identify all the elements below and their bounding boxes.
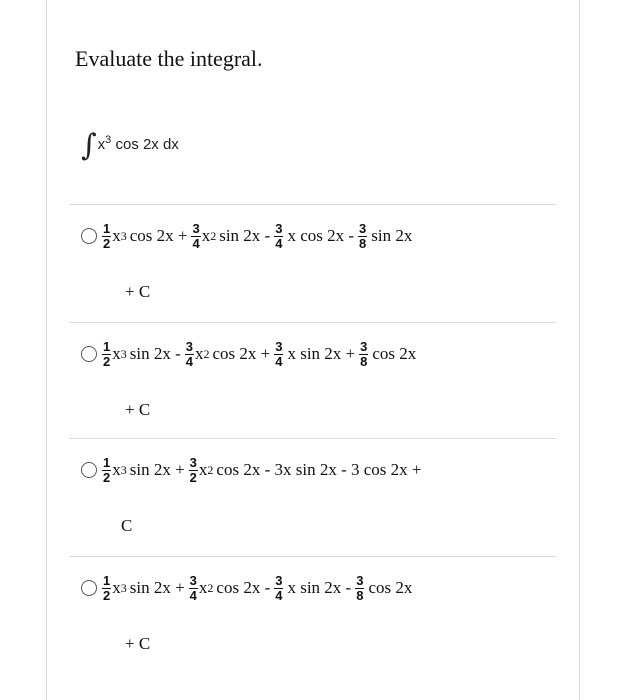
answer-option-3[interactable] (81, 440, 556, 552)
fraction: $\frac{3}{4}$ (192, 220, 200, 251)
term-text: cos 2x (368, 578, 413, 597)
fraction: $\frac{3}{2}$ (189, 454, 197, 485)
integrand-exponent: 3 (105, 134, 112, 146)
radio-button-option-2[interactable] (81, 346, 97, 362)
term-text: x (198, 578, 208, 597)
term-text: sin 2x - (129, 344, 181, 363)
option-1-continuation: + C (125, 282, 151, 301)
term-text: cos 2x - (216, 578, 271, 597)
fraction: $\frac{3}{8}$ (359, 220, 367, 251)
term-text: x cos 2x - (287, 226, 355, 245)
fraction: $\frac{1}{2}$ (103, 454, 111, 485)
option-3-expression: $\frac{1}{2}$ x 3 sin 2x + $\frac{3}{2}$ x 2 cos 2x - 3x sin 2x - 3 cos 2x + (103, 454, 422, 485)
term-text: x (112, 578, 121, 597)
term-text: x (194, 344, 204, 363)
integrand-rest: cos 2x dx (115, 136, 179, 153)
term-text: sin 2x - (219, 226, 271, 245)
term-text: sin 2x + (129, 460, 185, 479)
option-3-continuation: C (121, 516, 133, 535)
integral-sign: ∫ (81, 128, 97, 163)
answer-option-1[interactable] (81, 206, 556, 318)
term-text: x (112, 460, 121, 479)
fraction: $\frac{3}{8}$ (356, 572, 364, 603)
fraction: $\frac{3}{4}$ (275, 572, 283, 603)
radio-button-option-3[interactable] (81, 462, 97, 478)
term-text: x sin 2x + (287, 344, 356, 363)
answer-option-4[interactable] (81, 558, 556, 670)
term-text: cos 2x + (212, 344, 271, 363)
option-4-continuation: + C (125, 634, 151, 653)
fraction: $\frac{3}{4}$ (189, 572, 197, 603)
term-text: x (198, 460, 208, 479)
fraction: $\frac{3}{4}$ (185, 338, 193, 369)
fraction: $\frac{1}{2}$ (103, 572, 111, 603)
term-text: sin 2x + (129, 578, 185, 597)
integral-expression (81, 128, 179, 163)
fraction: $\frac{3}{8}$ (360, 338, 368, 369)
term-text: x sin 2x - (287, 578, 352, 597)
option-divider (69, 322, 556, 323)
option-4-expression: $\frac{1}{2}$ x 3 sin 2x + $\frac{3}{4}$ x 2 cos 2x - $\frac{3}{4}$ x sin 2x - $\frac{3}{8}$ cos 2x (103, 572, 413, 603)
term-text: sin 2x (371, 226, 413, 245)
fraction: $\frac{3}{4}$ (275, 220, 283, 251)
radio-button-option-1[interactable] (81, 228, 97, 244)
term-text: cos 2x (372, 344, 417, 363)
fraction: $\frac{1}{2}$ (103, 220, 111, 251)
term-text: cos 2x + (129, 226, 188, 245)
question-prompt: Evaluate the integral. (75, 46, 263, 71)
fraction: $\frac{1}{2}$ (103, 338, 111, 369)
term-text: x (112, 344, 121, 363)
option-divider (69, 204, 556, 205)
option-2-continuation: + C (125, 400, 151, 419)
term-text: cos 2x - 3x sin 2x - 3 cos 2x + (216, 460, 422, 479)
option-divider (69, 556, 556, 557)
fraction: $\frac{3}{4}$ (275, 338, 283, 369)
radio-button-option-4[interactable] (81, 580, 97, 596)
option-divider (69, 438, 556, 439)
question-card (46, 0, 580, 700)
term-text: x (201, 226, 211, 245)
term-text: x (112, 226, 121, 245)
answer-option-2[interactable] (81, 324, 556, 436)
option-2-expression: $\frac{1}{2}$ x 3 sin 2x - $\frac{3}{4}$ x 2 cos 2x + $\frac{3}{4}$ x sin 2x + $\frac{3}{8}$ cos 2x (103, 338, 417, 369)
option-1-expression: $\frac{1}{2}$ x 3 cos 2x + $\frac{3}{4}$ x 2 sin 2x - $\frac{3}{4}$ x cos 2x - $\frac{3}{8}$ sin 2x (103, 220, 413, 251)
integrand-variable: x (97, 136, 106, 153)
